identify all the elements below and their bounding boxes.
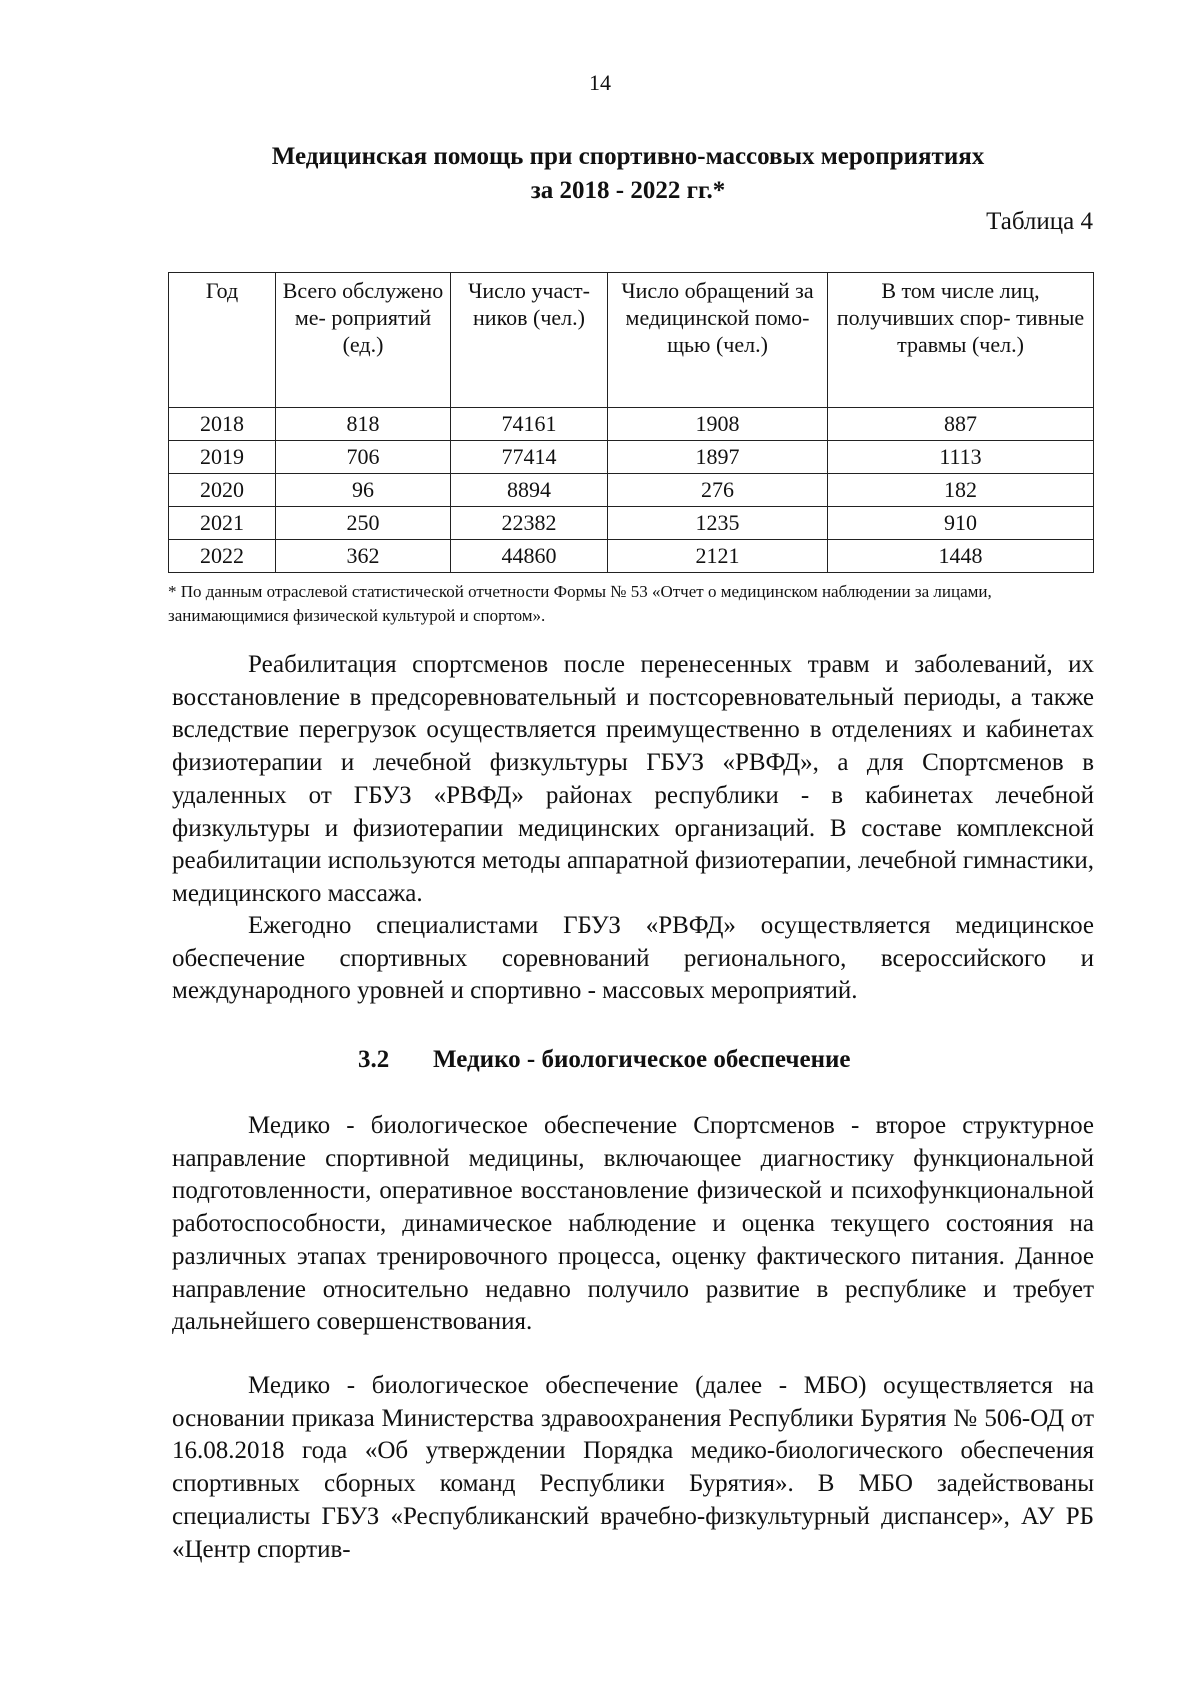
medical-assistance-table	[168, 272, 1094, 573]
cell-year: 2018	[169, 408, 276, 441]
table-title	[168, 140, 1088, 208]
table-title-line-1: Медицинская помощь при спортивно-массовых мероприятиях	[271, 143, 985, 170]
table-row	[169, 474, 1094, 507]
cell-participants: 22382	[451, 507, 608, 540]
header-year: Год	[169, 273, 276, 408]
cell-requests: 2121	[608, 540, 828, 573]
cell-year: 2022	[169, 540, 276, 573]
cell-requests: 1235	[608, 507, 828, 540]
paragraph-mbo-order: Медико - биологическое обеспечение (далее - МБО) осуществляется на основании приказа Министерства здравоохранения Республики Бурятия № 506-ОД от 16.08.2018 года «Об утверждении Порядка медико-биологического обеспечения спортивных сборных команд Республики Бурятия». В МБО задействованы специалисты ГБУЗ «Республиканский врачебно-физкультурный диспансер», АУ РБ «Центр спортив-	[172, 1372, 1094, 1563]
cell-requests: 276	[608, 474, 828, 507]
table-label: Таблица 4	[986, 208, 1093, 235]
table-row	[169, 540, 1094, 573]
cell-year: 2020	[169, 474, 276, 507]
table-row	[169, 408, 1094, 441]
cell-injuries: 1113	[828, 441, 1094, 474]
table-footnote: * По данным отраслевой статистической отчетности Формы № 53 «Отчет о медицинском наблюдении за лицами, занимающимися физической культурой и спортом».	[168, 582, 992, 625]
cell-requests: 1908	[608, 408, 828, 441]
table-header-row	[169, 273, 1094, 408]
cell-events: 818	[276, 408, 451, 441]
section-heading	[358, 1046, 851, 1074]
cell-events: 706	[276, 441, 451, 474]
cell-requests: 1897	[608, 441, 828, 474]
header-sports-injuries: В том числе лиц, получивших спор- тивные травмы (чел.)	[828, 273, 1094, 408]
cell-events: 362	[276, 540, 451, 573]
header-participants: Число участ- ников (чел.)	[451, 273, 608, 408]
section-number: 3.2	[358, 1046, 390, 1073]
cell-injuries: 910	[828, 507, 1094, 540]
section-title: Медико - биологическое обеспечение	[433, 1046, 851, 1073]
cell-participants: 77414	[451, 441, 608, 474]
paragraph-rehabilitation: Реабилитация спортсменов после перенесенных травм и заболеваний, их восстановление в предсоревновательный и постсоревновательный периоды, а также вследствие перегрузок осуществляется преимущественно в отделениях и кабинетах физиотерапии и лечебной физкультуры ГБУЗ «РВФД», а для Спортсменов в удаленных от ГБУЗ «РВФД» районах республики - в кабинетах лечебной физкультуры и физиотерапии медицинских организаций. В составе комплексной реабилитации используются методы аппаратной физиотерапии, лечебной гимнастики, медицинского массажа.	[172, 651, 1094, 907]
header-events-served: Всего обслужено ме- роприятий (ед.)	[276, 273, 451, 408]
cell-year: 2021	[169, 507, 276, 540]
cell-injuries: 887	[828, 408, 1094, 441]
paragraph-biomedical-support: Медико - биологическое обеспечение Спортсменов - второе структурное направление спортивной медицины, включающее диагностику функциональной подготовленности, оперативное восстановление физической и психофункциональной работоспособности, динамическое наблюдение и оценка текущего состояния на различных этапах тренировочного процесса, оценку фактического питания. Данное направление относительно недавно получило развитие в республике и требует дальнейшего совершенствования.	[172, 1112, 1094, 1336]
page-number: 14	[589, 70, 611, 95]
cell-injuries: 1448	[828, 540, 1094, 573]
table-title-line-2: за 2018 - 2022 гг.*	[530, 177, 726, 204]
table-row	[169, 441, 1094, 474]
table-row	[169, 507, 1094, 540]
cell-events: 96	[276, 474, 451, 507]
header-medical-requests: Число обращений за медицинской помо- щью (чел.)	[608, 273, 828, 408]
cell-participants: 44860	[451, 540, 608, 573]
cell-events: 250	[276, 507, 451, 540]
cell-year: 2019	[169, 441, 276, 474]
cell-participants: 74161	[451, 408, 608, 441]
cell-participants: 8894	[451, 474, 608, 507]
cell-injuries: 182	[828, 474, 1094, 507]
paragraph-medical-support: Ежегодно специалистами ГБУЗ «РВФД» осуществляется медицинское обеспечение спортивных соревнований регионального, всероссийского и международного уровней и спортивно - массовых мероприятий.	[172, 912, 1094, 1005]
